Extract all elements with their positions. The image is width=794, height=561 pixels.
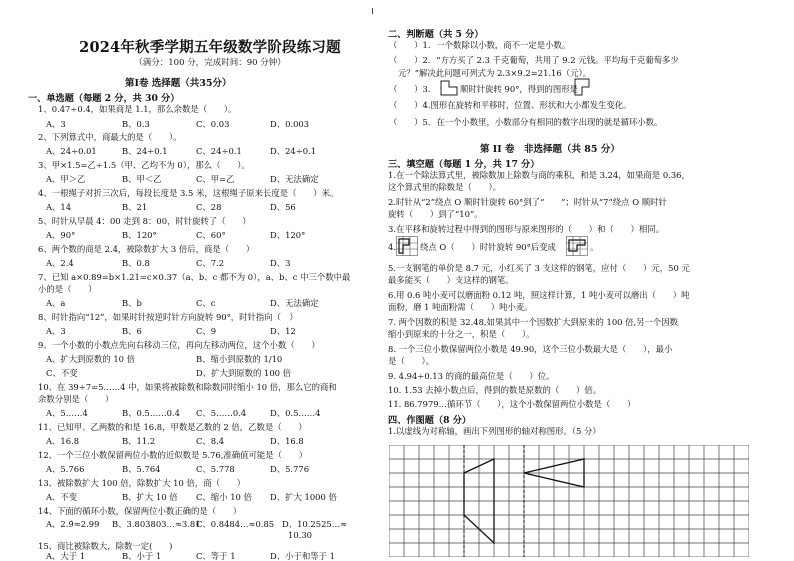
q5-option-b: B、120° bbox=[122, 230, 157, 240]
q13-option-a: A、不变 bbox=[46, 492, 78, 502]
page-subtitle: （满分：100 分，完成时间：90 分钟） bbox=[134, 58, 286, 68]
q10-option-c: C、5……0.4 bbox=[196, 408, 247, 418]
fill-1-line2: 这个算式里的除数是（ ）。 bbox=[388, 182, 502, 192]
fill-5-line2: 最多能买（ ）支这样的钢笔。 bbox=[388, 275, 514, 285]
q14-option-a: A、2.9̇≈2.99 bbox=[46, 519, 100, 529]
q6-option-c: C、7.2 bbox=[196, 258, 225, 268]
q11-option-d: D、16.8 bbox=[270, 436, 304, 446]
q9-option-d: D、扩大到原数的 100 倍 bbox=[196, 368, 292, 378]
q15-option-c: C、等于 1 bbox=[196, 551, 236, 561]
q8-option-c: C、9 bbox=[196, 326, 217, 336]
question-9: 9、一个小数的小数点先向右移动三位，再向左移动两位，这个小数（ ） bbox=[38, 340, 320, 350]
q12-option-c: C、5.778 bbox=[196, 464, 235, 474]
judge-3-text: 顺时针旋转 90°，得到的图形是 bbox=[460, 84, 579, 94]
q9-option-a: A、扩大到原数的 10 倍 bbox=[46, 354, 136, 364]
q2-option-a: A、24÷0.01 bbox=[46, 146, 97, 156]
question-14: 14、下面的循环小数，保留两位小数正确的是（ ） bbox=[38, 506, 242, 516]
judge-3-prefix: （ ）3． bbox=[389, 84, 437, 94]
fill-10: 10. 1.53 去掉小数点后，得到的数是原数的（ ）倍。 bbox=[388, 385, 602, 395]
fill-3: 3.在平移和旋转过程中得到的图形与原来图形的（ ）和（ ）相同。 bbox=[388, 224, 664, 234]
q14-option-d: D、10.2525…≈ bbox=[282, 519, 348, 529]
question-3: 3、甲×1.5=乙÷1.5（甲、乙均不为 0），那么（ ）。 bbox=[38, 160, 250, 170]
q3-option-d: D、无法确定 bbox=[270, 174, 319, 184]
question-11: 11、已知甲、乙两数的和是 16.8，甲数是乙数的 2 倍，乙数是（ ） bbox=[38, 422, 307, 432]
q3-option-b: B、甲＜乙 bbox=[122, 174, 162, 184]
judge-2-line1: （ ）2．“方方买了 2.3 千克葡萄，共用了 9.2 元钱。平均每千克葡萄多少 bbox=[389, 55, 679, 65]
q13-option-d: D、扩大 1000 倍 bbox=[270, 492, 337, 502]
q15-option-d: D、小于和等于 1 bbox=[270, 551, 335, 561]
q8-option-d: D、12 bbox=[270, 326, 296, 336]
question-6: 6、两个数的商是 2.4，被除数扩大 3 倍后，商是（ ） bbox=[38, 244, 255, 254]
q14-option-c: C、0.8484…≈0.85 bbox=[196, 519, 275, 529]
fill-6-line2: 面粉，磨 1 吨面粉需（ ）吨小麦。 bbox=[388, 302, 533, 312]
q7-option-d: D、无法确定 bbox=[270, 298, 319, 308]
q5-option-a: A、90° bbox=[46, 230, 76, 240]
q1-option-c: C、0.03 bbox=[196, 119, 230, 129]
fill-11: 11. 86.7979…循环节（ ），这个小数保留两位小数是（ ） bbox=[388, 399, 636, 409]
column-divider-mark bbox=[372, 8, 373, 14]
q10-option-a: A、5……4 bbox=[46, 408, 88, 418]
q15-option-a: A、大于 1 bbox=[46, 551, 86, 561]
q7-option-c: C、c bbox=[196, 298, 216, 308]
question-12: 12、一个三位小数保留两位小数的近似数是 5.76,准确值可能是（ ） bbox=[38, 450, 308, 460]
judge-1: （ ）1．一个数除以小数，商不一定是小数。 bbox=[389, 40, 571, 50]
fill-8-line2: 是（ ）。 bbox=[388, 356, 435, 366]
q1-option-b: B、0.3 bbox=[122, 119, 150, 129]
q9-option-b: B、缩小到原数的 1/10 bbox=[196, 354, 283, 364]
q6-option-b: B、0.8 bbox=[122, 258, 150, 268]
q15-option-b: B、小于 1 bbox=[122, 551, 162, 561]
q14-option-b: B、3.803803…≈3.81 bbox=[112, 519, 201, 529]
grid-shape-after-icon bbox=[566, 236, 588, 260]
fill-2-line1: 2.时针从“2”绕点 O 顺时针旋转 60°到了“ ”；时针从“7”绕点 O 顺时针 bbox=[388, 197, 667, 207]
fill-1-line1: 1.在一个除法算式里，被除数加上除数与商的乘积，和是 3.24，如果商是 0.36， bbox=[388, 170, 690, 180]
question-5: 5、时针从早晨 4：00 走到 8：00，时针旋转了（ ） bbox=[38, 216, 251, 226]
part2-title: 第 II 卷 非选择题（共 85 分） bbox=[480, 144, 620, 155]
rotated-shape-icon bbox=[574, 78, 590, 100]
question-7-line1: 7、已知 a×0.89=b×1.21=c×0.37（a、b、c 都不为 0），a、b、c 中三个数中最 bbox=[38, 272, 351, 282]
section-single-choice: 一、单选题（每题 2 分，共 30 分） bbox=[28, 93, 180, 104]
fill-7-line2: 缩小到原来的十分之一，积是（ ）。 bbox=[388, 329, 535, 339]
q3-option-a: A、甲＞乙 bbox=[46, 174, 86, 184]
fill-7-line1: 7. 两个因数的积是 32.48,如果其中一个因数扩大到原来的 100 倍,另一个因数 bbox=[388, 317, 679, 327]
q12-option-b: B、5.764 bbox=[122, 464, 161, 474]
q10-option-b: B、0.5……0.4 bbox=[122, 408, 180, 418]
q4-option-c: C、28 bbox=[196, 202, 222, 212]
q13-option-c: C、缩小 10 倍 bbox=[196, 492, 252, 502]
q2-option-c: C、24÷0.1 bbox=[196, 146, 242, 156]
q11-option-b: B、11.2 bbox=[122, 436, 156, 446]
section-true-false: 二、判断题（共 5 分） bbox=[388, 29, 484, 40]
judge-4: （ ）4.图形在旋转和平移时，位置、形状和大小都发生变化。 bbox=[389, 100, 632, 110]
q8-option-b: B、6 bbox=[122, 326, 142, 336]
q12-option-d: D、5.776 bbox=[270, 464, 310, 474]
q1-option-d: D、0.003 bbox=[270, 119, 310, 129]
q14-option-d-continued: 10.30 bbox=[288, 530, 312, 540]
q13-option-b: B、扩大 10 倍 bbox=[122, 492, 178, 502]
section-fill-blank: 三、填空题（每题 1 分，共 17 分） bbox=[388, 159, 540, 170]
section-drawing: 四、作图题（8 分） bbox=[388, 415, 472, 426]
q5-option-c: C、60° bbox=[196, 230, 226, 240]
question-2: 2、下列算式中，商最大的是（ ）。 bbox=[38, 132, 182, 142]
part1-title: 第Ⅰ卷 选择题（共35分） bbox=[125, 78, 232, 89]
question-7-line2: 小的是（ ） bbox=[38, 284, 97, 294]
rotation-shape-icon bbox=[440, 80, 458, 100]
q4-option-d: D、56 bbox=[270, 202, 296, 212]
q3-option-c: C、甲=乙 bbox=[196, 174, 235, 184]
q4-option-a: A、14 bbox=[46, 202, 72, 212]
fill-4-text: 绕点 O（ ）时针旋转 90°后变成 bbox=[420, 242, 556, 252]
question-13: 13、被除数扩大 100 倍，除数扩大 10 倍，商（ ） bbox=[38, 478, 246, 488]
q7-option-b: B、b bbox=[122, 298, 142, 308]
judge-2-line2: 元？”解决此问题可列式为 2.3×9.2=21.16（元）。 bbox=[398, 68, 592, 78]
question-1: 1、0.47÷0.4，如果商是 1.1，那么余数是（ ）。 bbox=[38, 104, 237, 114]
q9-option-c: C、不变 bbox=[46, 368, 78, 378]
drawing-1: 1.以虚线为对称轴，画出下列图形的轴对称图形。（5 分） bbox=[388, 426, 601, 436]
q7-option-a: A、a bbox=[46, 298, 66, 308]
question-10-line1: 10、在 39÷7=5……4 中，如果将被除数和除数同时缩小 10 倍，那么它的商和 bbox=[38, 382, 337, 392]
fill-2-line2: 旋转（ ）到了“10”。 bbox=[388, 209, 483, 219]
q10-option-d: D、0.5……4 bbox=[270, 408, 321, 418]
fill-4-suffix: 。 bbox=[590, 242, 599, 252]
fill-9: 9. 4.94÷0.13 的商的最高位是（ ）位。 bbox=[388, 371, 555, 381]
judge-5: （ ）5．在一个小数里，小数部分有相同的数字出现的就是循环小数。 bbox=[389, 117, 663, 127]
q2-option-d: D、24÷0.1 bbox=[270, 146, 317, 156]
fill-6-line1: 6.用 0.6 吨小麦可以磨面粉 0.12 吨，照这样计算，1 吨小麦可以磨出（ ）吨 bbox=[388, 290, 690, 300]
question-8: 8、时针指向“12”，如果时针按逆时针方向旋转 90°，时针指向（ ） bbox=[38, 312, 298, 322]
q5-option-d: D、120° bbox=[270, 230, 306, 240]
q6-option-d: D、3 bbox=[270, 258, 291, 268]
grid-shape-before-icon bbox=[396, 236, 418, 260]
question-15: 15、商比被除数大，除数一定( ) bbox=[38, 541, 173, 551]
fill-5-line1: 5.一支钢笔的单价是 8.7 元，小红买了 3 支这样的钢笔，应付（ ）元，50 元 bbox=[388, 263, 690, 273]
page-title: 2024年秋季学期五年级数学阶段练习题 bbox=[79, 39, 341, 56]
q6-option-a: A、2.4 bbox=[46, 258, 74, 268]
q1-option-a: A、3 bbox=[46, 119, 66, 129]
fill-8-line1: 8. 一个三位小数保留两位小数是 49.90，这个三位小数最大是（ ），最小 bbox=[388, 344, 673, 354]
question-10-line2: 余数分别是（ ） bbox=[38, 394, 114, 404]
fill-4-prefix: 4. bbox=[388, 242, 396, 252]
question-4: 4、一根绳子对折三次后，每段长度是 3.5 米，这根绳子原来长度是（ ）米。 bbox=[38, 188, 339, 198]
q11-option-c: C、8.4 bbox=[196, 436, 225, 446]
q4-option-b: B、21 bbox=[122, 202, 148, 212]
q11-option-a: A、16.8 bbox=[46, 436, 80, 446]
symmetry-grid bbox=[389, 445, 749, 557]
q12-option-a: A、5.766 bbox=[46, 464, 85, 474]
q2-option-b: B、24÷0.1 bbox=[122, 146, 168, 156]
q8-option-a: A、3 bbox=[46, 326, 66, 336]
